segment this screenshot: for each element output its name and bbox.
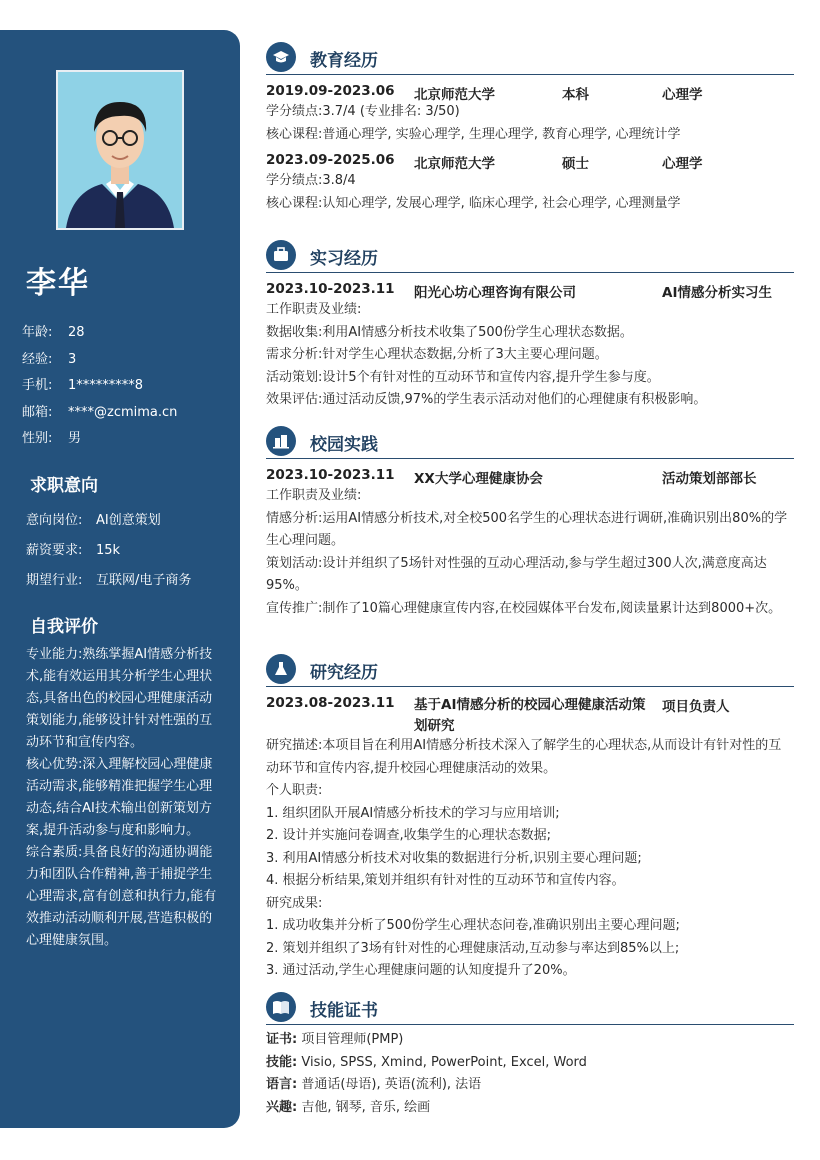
campus-entry-header: 2023.10-2023.11 XX大学心理健康协会 活动策划部部长: [266, 467, 757, 487]
section-title: 实习经历: [310, 249, 378, 269]
education-detail: 学分绩点:3.7/4 (专业排名: 3/50): [266, 104, 460, 119]
research-line: 研究描述:本项目旨在利用AI情感分析技术深入了解学生的心理状态,从而设计有针对性的互动环节和宣传内容,提升校园心理健康活动的效果。: [266, 738, 782, 776]
intent-industry: 期望行业: 互联网/电子商务: [26, 573, 192, 588]
book-icon: [266, 992, 296, 1022]
education-section: [266, 40, 794, 215]
internship-line: 数据收集:利用AI情感分析技术收集了500份学生心理状态数据。: [266, 324, 633, 340]
education-detail: 核心课程:认知心理学, 发展心理学, 临床心理学, 社会心理学, 心理测量学: [266, 195, 681, 211]
research-line: 4. 根据分析结果,策划并组织有针对性的互动环节和宣传内容。: [266, 873, 625, 888]
info-email: 邮箱: ****@zcmima.cn: [22, 404, 178, 420]
selfeval-paragraph: 核心优势:深入理解校园心理健康活动需求,能够精准把握学生心理动态,结合AI技术输出创新策划方案,提升活动参与度和影响力。: [26, 757, 213, 838]
job-intent: [26, 506, 191, 596]
briefcase-icon: [266, 240, 296, 270]
campus-section: [266, 424, 794, 620]
internship-line: 效果评估:通过活动反馈,97%的学生表示活动对他们的心理健康有积极影响。: [266, 392, 707, 407]
intent-heading: 求职意向: [30, 476, 98, 496]
info-phone: 手机: 1*********8: [22, 378, 144, 393]
internship-section: [266, 238, 794, 412]
research-line: 2. 策划并组织了3场有针对性的心理健康活动,互动参与率达到85%以上;: [266, 940, 680, 956]
candidate-name: 李华: [26, 266, 90, 301]
sidebar: [0, 30, 240, 1128]
campus-line: 宣传推广:制作了10篇心理健康宣传内容,在校园媒体平台发布,阅读量累计达到8000+次。: [266, 600, 782, 616]
intent-salary: 薪资要求: 15k: [26, 543, 121, 558]
education-entry-header: 2023.09-2025.06 北京师范大学 硕士 心理学: [266, 152, 703, 172]
selfeval-paragraph: 专业能力:熟练掌握AI情感分析技术,能有效运用其分析学生心理状态,具备出色的校园心理健康活动策划能力,能够设计针对性强的互动环节和宣传内容。: [26, 647, 213, 750]
research-line: 2. 设计并实施问卷调查,收集学生的心理状态数据;: [266, 828, 552, 843]
intent-position: 意向岗位: AI创意策划: [26, 513, 161, 528]
internship-line: 活动策划:设计5个有针对性的互动环节和宣传内容,提升学生参与度。: [266, 369, 660, 385]
skill-languages: 语言: 普通话(母语), 英语(流利), 法语: [266, 1077, 482, 1092]
section-header: [266, 424, 794, 459]
profile-photo: [56, 70, 184, 230]
graduation-cap-icon: [266, 42, 296, 72]
campus-line: 工作职责及业绩:: [266, 488, 362, 503]
self-evaluation: [26, 644, 218, 952]
flask-icon: [266, 654, 296, 684]
research-line: 1. 成功收集并分析了500份学生心理状态问卷,准确识别出主要心理问题;: [266, 918, 680, 933]
section-header: [266, 652, 794, 687]
section-header: [266, 40, 794, 75]
info-age: 年龄: 28: [22, 325, 85, 340]
campus-line: 策划活动:设计并组织了5场针对性强的互动心理活动,参与学生超过300人次,满意度高达95%。: [266, 555, 767, 593]
internship-line: 工作职责及业绩:: [266, 302, 362, 317]
research-line: 1. 组织团队开展AI情感分析技术的学习与应用培训;: [266, 805, 560, 821]
education-detail: 学分绩点:3.8/4: [266, 173, 356, 188]
education-detail: 核心课程:普通心理学, 实验心理学, 生理心理学, 教育心理学, 心理统计学: [266, 126, 681, 142]
internship-line: 需求分析:针对学生心理状态数据,分析了3大主要心理问题。: [266, 347, 608, 362]
selfeval-heading: 自我评价: [30, 617, 98, 637]
section-title: 校园实践: [310, 435, 378, 455]
research-line: 个人职责:: [266, 783, 323, 798]
info-experience: 经验: 3: [22, 351, 77, 367]
skills-section: [266, 990, 794, 1119]
building-icon: [266, 426, 296, 456]
campus-line: 情感分析:运用AI情感分析技术,对全校500名学生的心理状态进行调研,准确识别出80%的学生心理问题。: [266, 510, 788, 548]
research-entry-header: 2023.08-2023.11 基于AI情感分析的校园心理健康活动策划研究 项目负责人: [266, 695, 730, 734]
basic-info: [22, 320, 177, 453]
research-line: 研究成果:: [266, 895, 323, 911]
info-gender: 性别: 男: [22, 431, 82, 446]
skill-tools: 技能: Visio, SPSS, Xmind, PowerPoint, Excel, Word: [266, 1054, 587, 1070]
section-title: 教育经历: [310, 51, 378, 71]
internship-entry-header: 2023.10-2023.11 阳光心坊心理咨询有限公司 AI情感分析实习生: [266, 281, 772, 301]
research-line: 3. 通过活动,学生心理健康问题的认知度提升了20%。: [266, 963, 576, 978]
education-entry-header: 2019.09-2023.06 北京师范大学 本科 心理学: [266, 83, 703, 103]
research-section: [266, 652, 794, 983]
avatar: [58, 72, 182, 228]
skill-certificate: 证书: 项目管理师(PMP): [266, 1032, 404, 1047]
skill-interests: 兴趣: 吉他, 钢琴, 音乐, 绘画: [266, 1099, 431, 1115]
selfeval-paragraph: 综合素质:具备良好的沟通协调能力和团队合作精神,善于捕捉学生心理需求,富有创意和执行力,能有效推动活动顺利开展,营造积极的心理健康氛围。: [26, 845, 217, 948]
section-header: [266, 238, 794, 273]
research-line: 3. 利用AI情感分析技术对收集的数据进行分析,识别主要心理问题;: [266, 850, 642, 866]
section-title: 技能证书: [310, 1001, 378, 1021]
section-header: [266, 990, 794, 1025]
section-title: 研究经历: [310, 663, 378, 683]
